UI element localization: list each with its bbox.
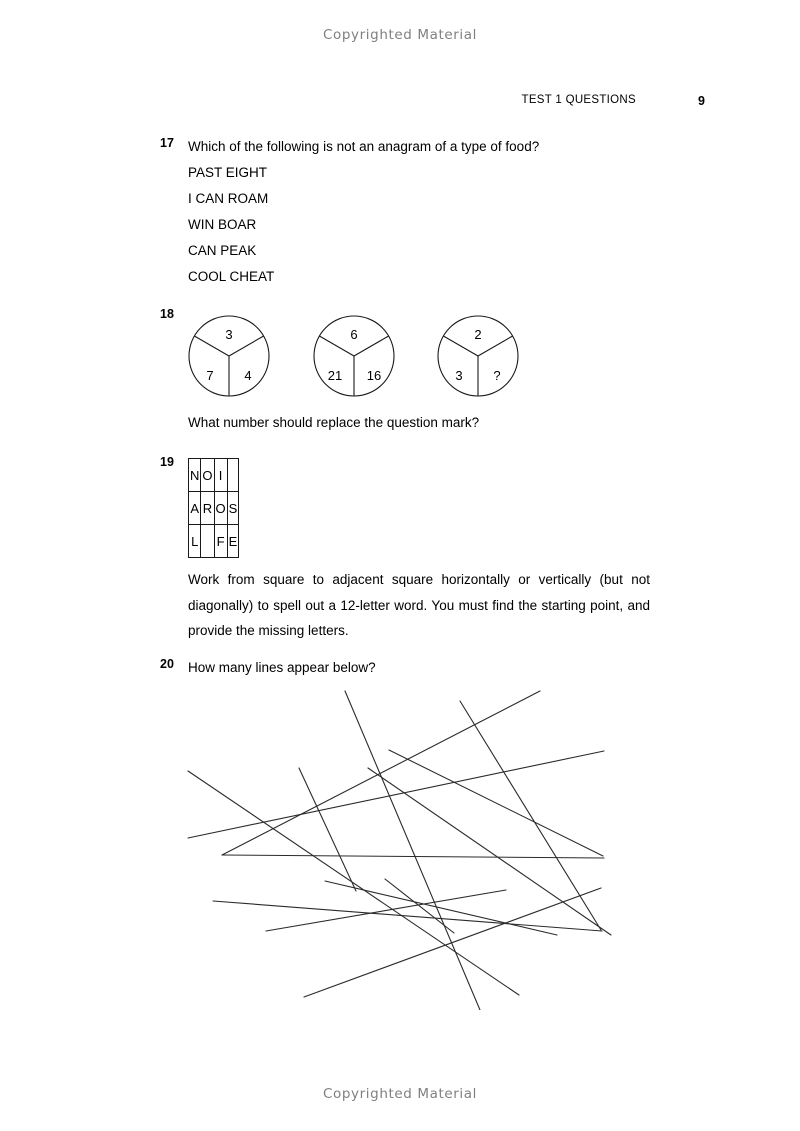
running-head-title: TEST 1 QUESTIONS (521, 94, 636, 106)
figure-line-13 (325, 881, 557, 935)
figure-line-10 (213, 901, 602, 931)
circle-value-question-mark: ? (493, 368, 501, 383)
figure-line-5 (389, 750, 603, 856)
figure-line-9 (299, 768, 356, 891)
figure-line-12 (304, 888, 601, 997)
question-content (188, 567, 650, 644)
question-number: 19 (160, 455, 174, 469)
option-item: I CAN ROAM (188, 191, 269, 206)
circle-diagram-row (188, 310, 608, 405)
figure-line-8 (222, 855, 604, 858)
letter-grid (188, 458, 239, 558)
option-item: WIN BOAR (188, 217, 257, 232)
option-item: CAN PEAK (188, 243, 257, 258)
option-item: COOL CHEAT (188, 269, 275, 284)
figure-line-3 (188, 771, 519, 995)
question-content (188, 410, 650, 436)
letter-grid-row (189, 492, 239, 525)
circle-value-top: 2 (474, 327, 482, 342)
question-prompt: How many lines appear below? (188, 660, 376, 675)
letter-cell-empty (201, 525, 214, 558)
letter-cell: R (201, 492, 214, 525)
divider-upper-right (478, 336, 513, 356)
letter-cell: O (201, 459, 214, 492)
circle-diagram-svg (437, 310, 519, 402)
circle-diagram-svg (188, 310, 270, 402)
figure-line-14 (385, 879, 454, 933)
circle-value-right: 4 (244, 368, 252, 383)
letter-cell: I (214, 459, 227, 492)
divider-upper-left (443, 336, 478, 356)
circle-diagram-2 (313, 310, 395, 407)
divider-upper-right (354, 336, 389, 356)
circle-value-left: 7 (206, 368, 214, 383)
letter-cell: L (189, 525, 201, 558)
circle-value-left: 21 (327, 368, 343, 383)
letter-cell: O (214, 492, 227, 525)
option-item: PAST EIGHT (188, 165, 268, 180)
circle-value-right: 16 (366, 368, 382, 383)
question-content (188, 655, 650, 681)
divider-upper-right (229, 336, 264, 356)
circle-diagram-1 (188, 310, 270, 407)
letter-cell: S (227, 492, 239, 525)
figure-line-11 (266, 890, 506, 931)
question-number: 18 (160, 307, 174, 321)
circle-diagram-svg (313, 310, 395, 402)
divider-upper-left (194, 336, 229, 356)
letter-cell: N (189, 459, 201, 492)
letter-grid-row (189, 525, 239, 558)
figure-line-6 (188, 751, 604, 838)
letter-grid-row (189, 459, 239, 492)
circle-value-left: 3 (455, 368, 463, 383)
page-number: 9 (698, 94, 705, 108)
question-prompt: Work from square to adjacent square horizontally or vertically (but not diagonally) to spell out a 12-letter word. You must find the starting point, and provide the missing letters. (188, 572, 650, 638)
circle-diagram-3 (437, 310, 519, 407)
letter-cell: F (214, 525, 227, 558)
circle-value-top: 6 (350, 327, 358, 342)
circle-value-top: 3 (225, 327, 233, 342)
question-prompt: Which of the following is not an anagram of a type of food? (188, 139, 540, 154)
question-prompt: What number should replace the question mark? (188, 415, 480, 430)
question-content (188, 134, 650, 290)
copyright-watermark-top: Copyrighted Material (323, 27, 477, 43)
letter-cell: A (189, 492, 201, 525)
letter-cell: E (227, 525, 239, 558)
figure-line-1 (345, 691, 480, 1010)
question-number: 17 (160, 136, 174, 150)
line-count-figure (180, 680, 620, 1010)
letter-cell-empty (227, 459, 239, 492)
question-number: 20 (160, 657, 174, 671)
figure-line-7 (222, 691, 540, 855)
divider-upper-left (319, 336, 354, 356)
copyright-watermark-bottom: Copyrighted Material (323, 1086, 477, 1102)
